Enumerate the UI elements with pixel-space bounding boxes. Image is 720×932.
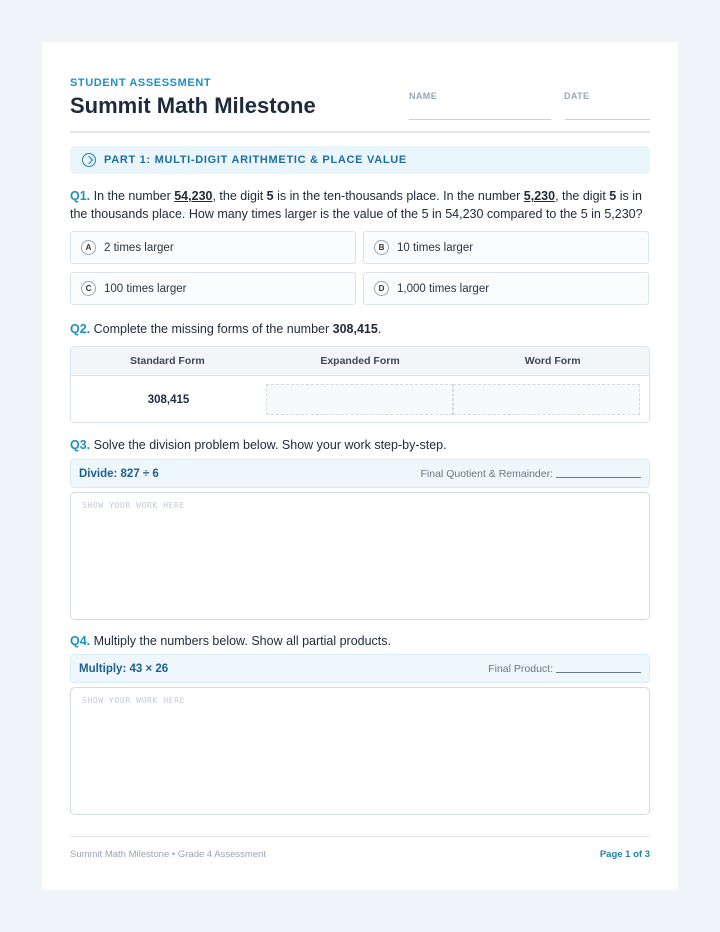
- q3-problem-bar: [70, 459, 650, 488]
- q1-text-part: , the digit: [212, 189, 267, 203]
- q1-number-a: 54,230: [174, 189, 213, 203]
- name-field[interactable]: [409, 119, 551, 120]
- q3-problem: Divide: 827 ÷ 6: [79, 467, 159, 480]
- option-letter-badge: B: [374, 240, 389, 255]
- q4-text-part: Multiply the numbers below. Show all partial products.: [90, 634, 391, 648]
- number-forms-table: [70, 346, 650, 423]
- table-header: [71, 347, 649, 376]
- q1-option-a[interactable]: [70, 231, 356, 264]
- compass-icon: [82, 153, 96, 167]
- standard-form-value: 308,415: [147, 393, 190, 406]
- question-4-number: Q4.: [70, 634, 91, 648]
- q3-work-area[interactable]: [70, 492, 650, 620]
- option-letter-badge: A: [81, 240, 96, 255]
- part-1-label: PART 1: MULTI-DIGIT ARITHMETIC & PLACE VALUE: [104, 154, 407, 166]
- column-header-expanded: Expanded Form: [320, 355, 400, 367]
- footer-title: Summit Math Milestone • Grade 4 Assessment: [70, 849, 267, 860]
- q1-text-part: is in the ten-thousands place. In the number: [273, 189, 524, 203]
- q1-option-d[interactable]: [363, 272, 649, 305]
- q4-final-answer: [488, 663, 641, 675]
- option-text: 2 times larger: [104, 241, 174, 254]
- q3-final-answer: [421, 468, 641, 480]
- column-header-standard: Standard Form: [129, 355, 205, 367]
- q3-final-answer-line[interactable]: [556, 477, 641, 478]
- q4-final-answer-line[interactable]: [556, 672, 641, 673]
- option-text: 100 times larger: [104, 282, 187, 295]
- question-1-text: [70, 187, 650, 223]
- question-3-number: Q3.: [70, 438, 91, 452]
- q1-digit-b: 5: [609, 189, 617, 203]
- option-letter-badge: D: [374, 281, 389, 296]
- assessment-kicker: STUDENT ASSESSMENT: [70, 77, 212, 89]
- header-divider: [70, 131, 650, 133]
- q1-option-c[interactable]: [70, 272, 356, 305]
- option-letter-badge: C: [81, 281, 96, 296]
- q3-text-part: Solve the division problem below. Show your work step-by-step.: [90, 438, 447, 452]
- footer-divider: [70, 836, 650, 837]
- expanded-form-input[interactable]: [266, 384, 453, 415]
- q2-text-part: Complete the missing forms of the number: [90, 322, 333, 336]
- page-number: Page 1 of 3: [599, 849, 650, 860]
- q1-digit-a: 5: [266, 189, 274, 203]
- q1-text-part: , the digit: [555, 189, 610, 203]
- work-area-hint: SHOW YOUR WORK HERE: [82, 696, 185, 705]
- column-header-word: Word Form: [524, 355, 581, 367]
- q1-number-b: 5,230: [523, 189, 556, 203]
- worksheet-page: [42, 42, 678, 890]
- word-form-input[interactable]: [453, 384, 640, 415]
- q4-work-area[interactable]: [70, 687, 650, 815]
- page-title: Summit Math Milestone: [70, 93, 316, 118]
- q1-text-part: In the number: [90, 189, 175, 203]
- table-row: [71, 376, 649, 423]
- question-1-number: Q1.: [70, 189, 91, 203]
- name-label: NAME: [409, 91, 438, 101]
- question-3-text: [70, 436, 650, 454]
- q2-text-part: .: [377, 322, 382, 336]
- q1-text-part: is in the thousands place. How many times larger is the value of the 5 in 54,230 compared to the 5 in 5,230?: [70, 189, 643, 221]
- q4-final-label: Final Product:: [488, 662, 553, 675]
- date-label: DATE: [564, 91, 590, 101]
- question-2-number: Q2.: [70, 322, 91, 336]
- option-text: 10 times larger: [397, 241, 474, 254]
- q4-problem: Multiply: 43 × 26: [79, 662, 169, 675]
- date-field[interactable]: [565, 119, 650, 120]
- q4-problem-bar: [70, 654, 650, 683]
- option-text: 1,000 times larger: [397, 282, 490, 295]
- part-1-banner: [70, 146, 650, 174]
- question-2-text: [70, 320, 650, 338]
- q1-option-b[interactable]: [363, 231, 649, 264]
- question-4-text: [70, 632, 650, 650]
- work-area-hint: SHOW YOUR WORK HERE: [82, 501, 185, 510]
- q2-number: 308,415: [332, 322, 378, 336]
- q3-final-label: Final Quotient & Remainder:: [420, 467, 553, 480]
